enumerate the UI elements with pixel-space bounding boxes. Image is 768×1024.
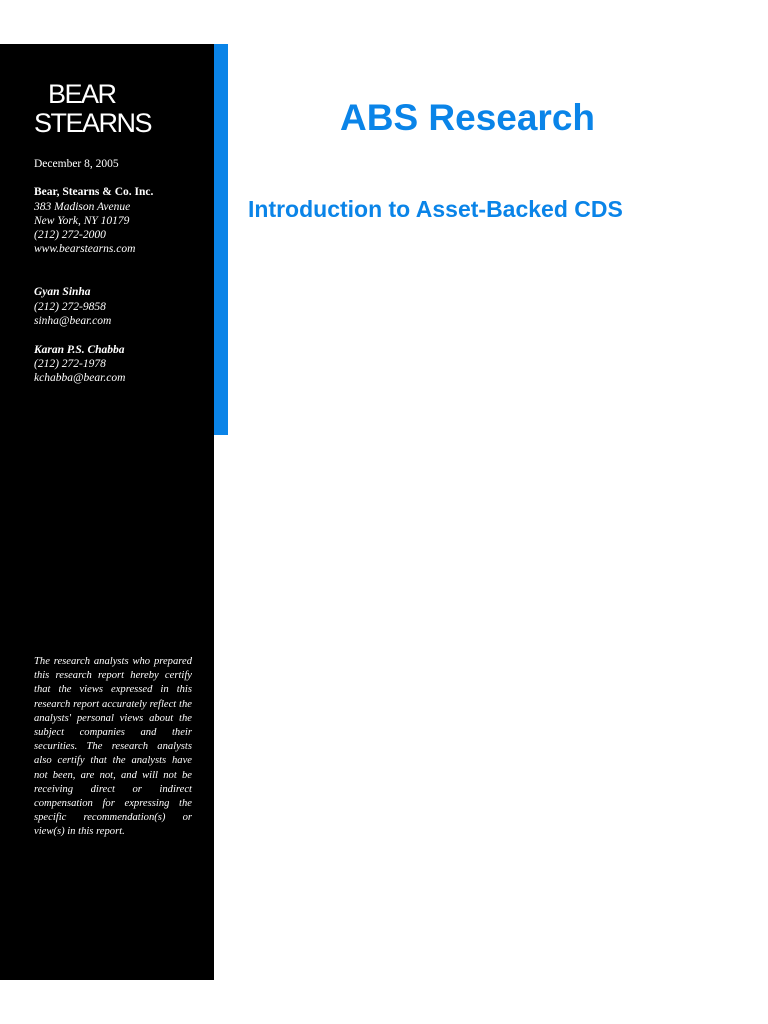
analyst-certification: The research analysts who prepared this research report hereby certify that the views expressed in this research report accurately reflect the analysts' personal views about the subject companies and their securities. The research analysts also certify that the analysts have not been, are not, and will not be receiving direct or indirect compensation for expressing the specific recommendation(s) or view(s) in this report.: [34, 656, 192, 838]
company-name: Bear, Stearns & Co. Inc.: [34, 186, 154, 199]
author-email[interactable]: sinha@bear.com: [34, 314, 112, 327]
company-logo: [34, 80, 151, 138]
author-name: Gyan Sinha: [34, 286, 91, 299]
author-email[interactable]: kchabba@bear.com: [34, 372, 126, 385]
logo-line-1: BEAR: [48, 79, 116, 109]
report-date: December 8, 2005: [34, 158, 119, 170]
contact-info: [34, 157, 204, 385]
page-subtitle: Introduction to Asset-Backed CDS: [248, 196, 623, 222]
author-phone: (212) 272-9858: [34, 300, 106, 313]
page-title: ABS Research: [340, 97, 596, 138]
author-name: Karan P.S. Chabba: [34, 343, 125, 356]
author-phone: (212) 272-1978: [34, 357, 106, 370]
accent-bar: [214, 44, 228, 435]
company-website[interactable]: www.bearstearns.com: [34, 243, 136, 256]
address-line-2: New York, NY 10179: [34, 214, 130, 227]
logo-line-2: STEARNS: [34, 108, 152, 138]
address-line-1: 383 Madison Avenue: [34, 200, 131, 213]
company-phone: (212) 272-2000: [34, 229, 106, 242]
